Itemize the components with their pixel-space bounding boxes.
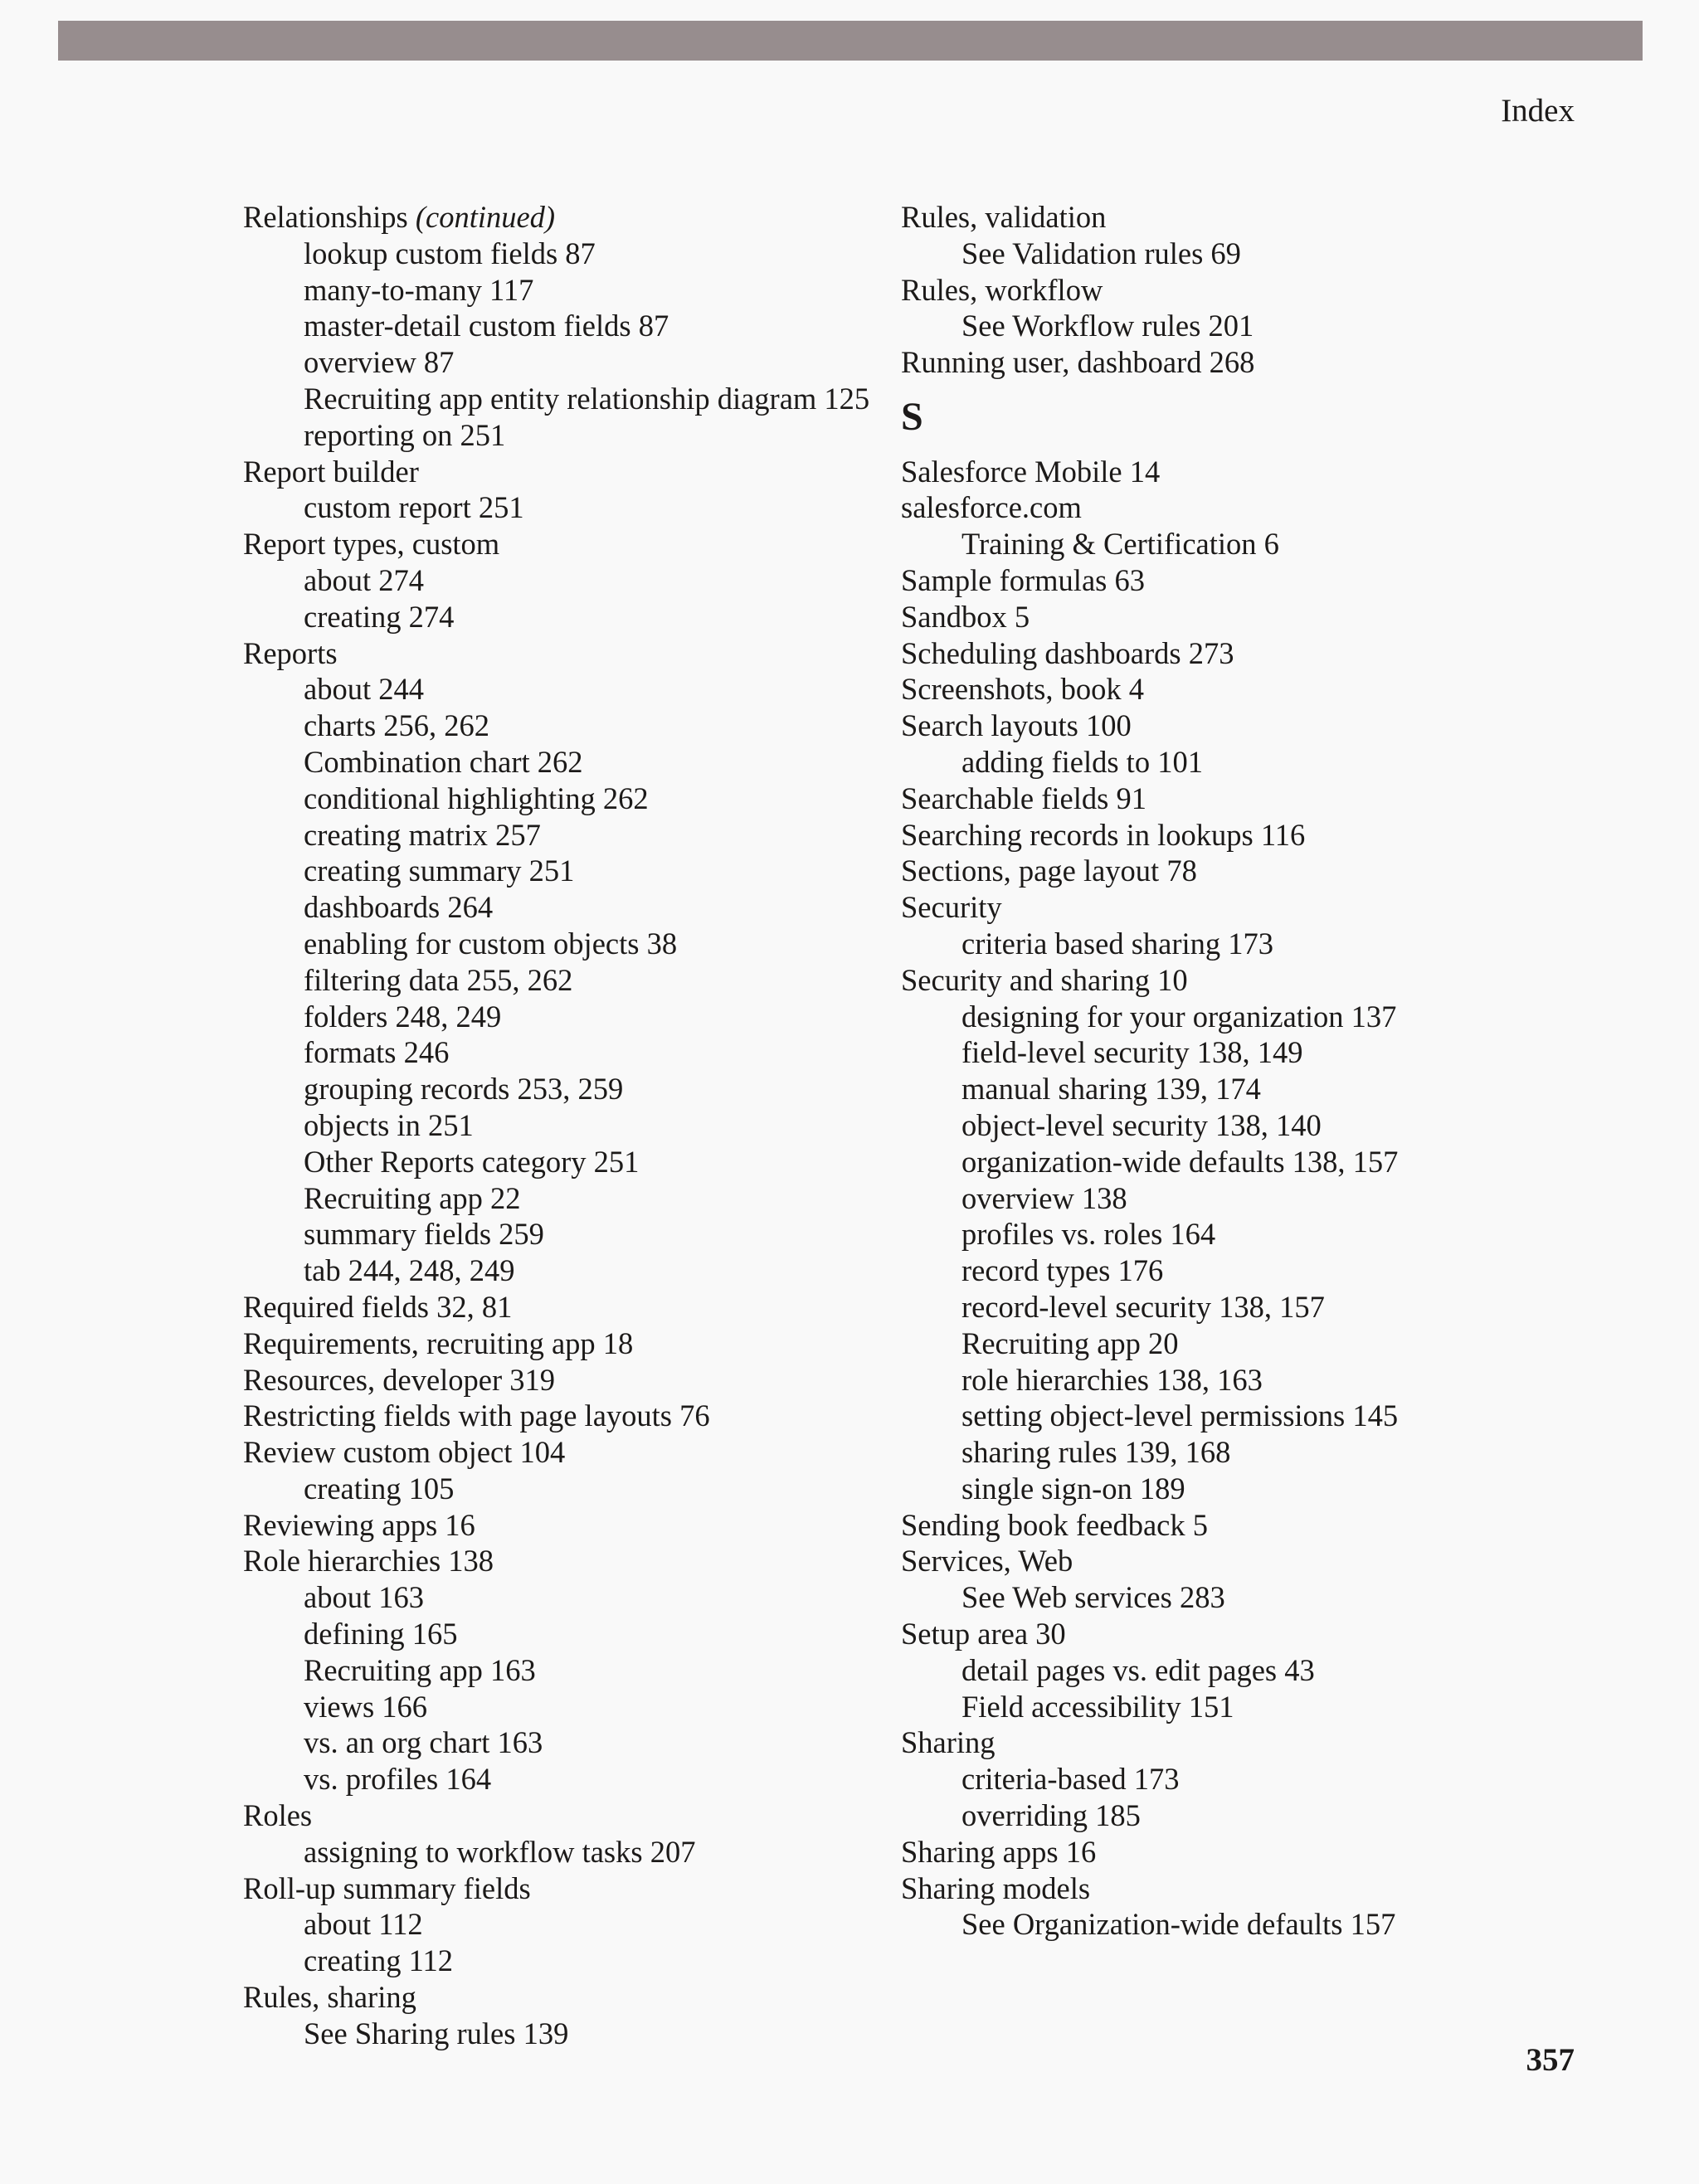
index-subentry <box>901 1034 1531 1071</box>
index-entry <box>243 1289 898 1325</box>
entry-text: sharing rules 139, 168 <box>961 1435 1231 1470</box>
index-subentry <box>901 1216 1531 1253</box>
entry-text: creating 105 <box>304 1471 455 1505</box>
index-subentry <box>901 526 1531 562</box>
entry-text: Rules, workflow <box>901 272 1103 307</box>
entry-text: Other Reports category 251 <box>304 1144 640 1179</box>
index-subentry <box>243 671 898 708</box>
entry-text: overriding 185 <box>961 1798 1141 1833</box>
index-subentry <box>901 1398 1531 1434</box>
index-entry <box>901 272 1531 309</box>
entry-text: Security and sharing 10 <box>901 962 1188 997</box>
entry-text: S <box>901 394 923 439</box>
index-entry <box>901 562 1531 599</box>
entry-text: many-to-many 117 <box>304 272 534 307</box>
entry-text: assigning to workflow tasks 207 <box>304 1834 696 1869</box>
index-entry <box>901 1870 1531 1907</box>
index-subentry <box>901 1906 1531 1943</box>
index-entry <box>901 489 1531 526</box>
index-subentry <box>243 1616 898 1652</box>
entry-text: summary fields 259 <box>304 1217 544 1252</box>
index-subentry <box>243 1834 898 1870</box>
index-subentry <box>901 1761 1531 1797</box>
index-subentry <box>901 1652 1531 1689</box>
index-entry <box>901 781 1531 817</box>
index-entry <box>901 1543 1531 1579</box>
index-subentry <box>901 1107 1531 1144</box>
index-subentry <box>243 2016 898 2052</box>
index-entry <box>901 708 1531 744</box>
index-entry <box>901 962 1531 999</box>
index-subentry <box>901 1471 1531 1507</box>
entry-text: Salesforce Mobile 14 <box>901 454 1161 489</box>
entry-text: See Workflow rules 201 <box>961 309 1254 343</box>
entry-text: Restricting fields with page layouts 76 <box>243 1398 710 1433</box>
index-subentry <box>901 1434 1531 1471</box>
entry-text: master-detail custom fields 87 <box>304 309 669 343</box>
entry-text: creating summary 251 <box>304 854 575 888</box>
index-subentry <box>243 781 898 817</box>
index-subentry <box>901 1071 1531 1107</box>
entry-text: Search layouts 100 <box>901 708 1132 743</box>
index-subentry <box>243 926 898 962</box>
index-entry <box>243 1398 898 1434</box>
entry-text: Training & Certification 6 <box>961 527 1279 562</box>
entry-text: Running user, dashboard 268 <box>901 345 1255 380</box>
index-subentry <box>243 562 898 599</box>
index-subentry <box>901 744 1531 781</box>
entry-text: filtering data 255, 262 <box>304 962 573 997</box>
index-subentry <box>901 1144 1531 1180</box>
index-entry <box>243 1870 898 1907</box>
entry-text: Recruiting app 20 <box>961 1325 1179 1360</box>
entry-text: creating matrix 257 <box>304 817 541 852</box>
index-entry <box>243 199 898 236</box>
entry-text: record-level security 138, 157 <box>961 1289 1325 1324</box>
index-subentry <box>243 1216 898 1253</box>
index-letter-heading <box>901 381 1531 454</box>
entry-text: creating 112 <box>304 1943 454 1978</box>
index-subentry <box>901 1289 1531 1325</box>
entry-text: tab 244, 248, 249 <box>304 1253 515 1288</box>
entry-text: reporting on 251 <box>304 417 506 452</box>
entry-text: Scheduling dashboards 273 <box>901 635 1234 670</box>
entry-text: record types 176 <box>961 1253 1164 1288</box>
entry-text: See Organization-wide defaults 157 <box>961 1907 1396 1942</box>
index-subentry <box>243 236 898 272</box>
index-entry <box>901 671 1531 708</box>
index-subentry <box>243 599 898 635</box>
entry-text: views 166 <box>304 1689 428 1724</box>
index-subentry <box>243 1579 898 1616</box>
entry-text: designing for your organization 137 <box>961 999 1397 1034</box>
index-entry <box>901 853 1531 889</box>
index-subentry <box>243 817 898 854</box>
entry-text: Recruiting app 22 <box>304 1180 521 1215</box>
index-subentry <box>243 1906 898 1943</box>
entry-text: criteria based sharing 173 <box>961 926 1274 961</box>
entry-text: Sandbox 5 <box>901 599 1030 634</box>
entry-text: objects in 251 <box>304 1107 474 1142</box>
entry-text: role hierarchies 138, 163 <box>961 1362 1263 1397</box>
entry-text: overview 138 <box>961 1180 1127 1215</box>
entry-text: overview 87 <box>304 345 455 380</box>
entry-text: manual sharing 139, 174 <box>961 1072 1261 1107</box>
entry-text: about 112 <box>304 1907 423 1942</box>
index-subentry <box>243 308 898 344</box>
entry-text: organization-wide defaults 138, 157 <box>961 1144 1399 1179</box>
index-subentry <box>901 926 1531 962</box>
index-entry <box>901 1724 1531 1761</box>
index-subentry <box>243 1034 898 1071</box>
index-subentry <box>243 853 898 889</box>
entry-text: about 163 <box>304 1580 424 1615</box>
entry-text: creating 274 <box>304 599 455 634</box>
page-number: 357 <box>1526 2042 1575 2078</box>
index-entry <box>901 344 1531 381</box>
entry-text: Required fields 32, 81 <box>243 1289 513 1324</box>
entry-text: dashboards 264 <box>304 890 494 925</box>
index-entry <box>901 599 1531 635</box>
entry-text: Sharing apps 16 <box>901 1834 1097 1869</box>
index-subentry <box>243 744 898 781</box>
entry-text: Reports <box>243 635 338 670</box>
entry-text: defining 165 <box>304 1617 458 1651</box>
entry-text: vs. profiles 164 <box>304 1762 492 1797</box>
entry-text: charts 256, 262 <box>304 708 490 743</box>
entry-text: See Web services 283 <box>961 1580 1225 1615</box>
index-entry <box>243 1797 898 1834</box>
entry-text: Sending book feedback 5 <box>901 1507 1208 1542</box>
entry-text: Role hierarchies 138 <box>243 1544 494 1578</box>
index-subentry <box>243 889 898 926</box>
continued-note: (continued) <box>415 200 556 234</box>
entry-text: Report types, custom <box>243 527 500 562</box>
entry-text: Recruiting app 163 <box>304 1652 536 1687</box>
index-subentry <box>901 1362 1531 1398</box>
index-subentry <box>243 417 898 454</box>
entry-text: custom report 251 <box>304 490 524 525</box>
entry-text: folders 248, 249 <box>304 999 502 1034</box>
entry-text: Resources, developer 319 <box>243 1362 556 1397</box>
entry-text: profiles vs. roles 164 <box>961 1217 1216 1252</box>
index-entry <box>901 635 1531 672</box>
entry-text: object-level security 138, 140 <box>961 1107 1322 1142</box>
entry-text: Field accessibility 151 <box>961 1689 1234 1724</box>
entry-text: formats 246 <box>304 1035 450 1070</box>
entry-text: Sharing models <box>901 1870 1091 1905</box>
entry-text: Rules, validation <box>901 200 1107 234</box>
index-subentry <box>901 1325 1531 1362</box>
entry-text: Relationships <box>243 200 416 234</box>
entry-text: adding fields to 101 <box>961 744 1203 779</box>
entry-text: setting object-level permissions 145 <box>961 1398 1399 1433</box>
index-entry <box>901 199 1531 236</box>
index-column-right <box>901 199 1531 1943</box>
index-subentry <box>243 999 898 1035</box>
entry-text: about 274 <box>304 562 424 597</box>
entry-text: field-level security 138, 149 <box>961 1035 1303 1070</box>
index-subentry <box>243 1107 898 1144</box>
entry-text: Services, Web <box>901 1544 1073 1578</box>
entry-text: Recruiting app entity relationship diagram 125 <box>304 381 870 416</box>
index-subentry <box>243 1144 898 1180</box>
entry-text: criteria-based 173 <box>961 1762 1180 1797</box>
entry-text: Searchable fields 91 <box>901 781 1146 815</box>
entry-text: Screenshots, book 4 <box>901 672 1144 707</box>
index-subentry <box>243 1253 898 1289</box>
index-subentry <box>901 1253 1531 1289</box>
entry-text: Rules, sharing <box>243 1980 416 2015</box>
index-subentry <box>901 1797 1531 1834</box>
entry-text: Searching records in lookups 116 <box>901 817 1306 852</box>
index-subentry <box>901 308 1531 344</box>
index-subentry <box>243 1180 898 1217</box>
index-subentry <box>243 1071 898 1107</box>
index-subentry <box>243 962 898 999</box>
index-subentry <box>901 999 1531 1035</box>
index-entry <box>901 889 1531 926</box>
index-subentry <box>243 1943 898 1979</box>
index-subentry <box>901 1579 1531 1616</box>
index-entry <box>243 1979 898 2016</box>
index-subentry <box>243 1652 898 1689</box>
entry-text: vs. an org chart 163 <box>304 1725 543 1760</box>
index-subentry <box>901 1180 1531 1217</box>
entry-text: See Sharing rules 139 <box>304 2016 569 2050</box>
entry-text: Report builder <box>243 454 419 489</box>
index-subentry <box>243 708 898 744</box>
entry-text: Setup area 30 <box>901 1617 1066 1651</box>
index-column-left <box>243 199 898 2052</box>
entry-text: conditional highlighting 262 <box>304 781 649 815</box>
index-subentry <box>243 272 898 309</box>
index-subentry <box>901 236 1531 272</box>
index-entry <box>243 454 898 490</box>
index-subentry <box>243 1724 898 1761</box>
entry-text: Security <box>901 890 1002 925</box>
index-subentry <box>243 1471 898 1507</box>
index-subentry <box>243 1761 898 1797</box>
index-subentry <box>243 489 898 526</box>
running-head: Index <box>1501 93 1575 129</box>
index-entry <box>243 1325 898 1362</box>
entry-text: Requirements, recruiting app 18 <box>243 1325 634 1360</box>
entry-text: Review custom object 104 <box>243 1435 566 1470</box>
index-entry <box>901 1507 1531 1544</box>
entry-text: See Validation rules 69 <box>961 236 1241 270</box>
index-entry <box>243 635 898 672</box>
index-entry <box>243 1434 898 1471</box>
entry-text: enabling for custom objects 38 <box>304 926 678 961</box>
entry-text: Reviewing apps 16 <box>243 1507 475 1542</box>
entry-text: Sections, page layout 78 <box>901 854 1197 888</box>
index-entry <box>243 1543 898 1579</box>
index-subentry <box>243 1689 898 1725</box>
entry-text: Roll-up summary fields <box>243 1870 531 1905</box>
entry-text: Sample formulas 63 <box>901 562 1145 597</box>
index-entry <box>901 817 1531 854</box>
entry-text: lookup custom fields 87 <box>304 236 596 270</box>
entry-text: Sharing <box>901 1725 996 1760</box>
entry-text: detail pages vs. edit pages 43 <box>961 1652 1315 1687</box>
entry-text: about 244 <box>304 672 424 707</box>
index-entry <box>901 454 1531 490</box>
entry-text: grouping records 253, 259 <box>304 1072 624 1107</box>
index-entry <box>901 1616 1531 1652</box>
index-entry <box>243 526 898 562</box>
entry-text: single sign-on 189 <box>961 1471 1185 1505</box>
header-bar <box>58 21 1643 61</box>
index-subentry <box>243 344 898 381</box>
entry-text: Roles <box>243 1798 313 1833</box>
index-subentry <box>243 381 898 417</box>
index-subentry <box>901 1689 1531 1725</box>
entry-text: salesforce.com <box>901 490 1082 525</box>
index-entry <box>901 1834 1531 1870</box>
entry-text: Combination chart 262 <box>304 744 583 779</box>
index-entry <box>243 1362 898 1398</box>
index-entry <box>243 1507 898 1544</box>
